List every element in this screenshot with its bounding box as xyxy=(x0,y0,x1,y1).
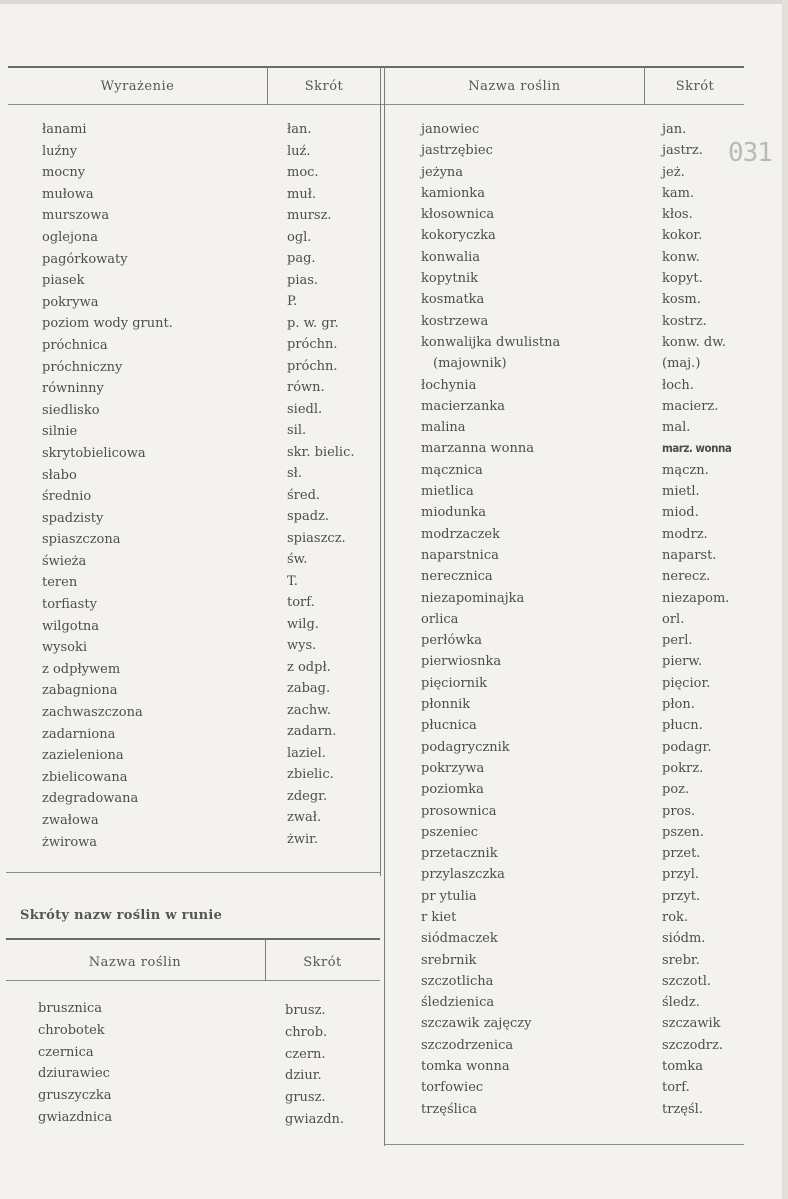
expression-cell: zachwaszczona xyxy=(42,705,143,721)
plant-abbr-cell: mal. xyxy=(662,420,691,436)
expression-abbr-cell: zabag. xyxy=(287,681,331,696)
expression-cell: spiaszczona xyxy=(42,532,121,548)
plant-abbr-cell: orl. xyxy=(662,611,685,627)
plant-cell: niezapominajka xyxy=(421,590,525,606)
expression-cell: oglejona xyxy=(42,229,98,245)
header-abbr-1: Skrót xyxy=(304,79,344,94)
plant-cell: macierzanka xyxy=(421,398,506,414)
plant-cell: mącznica xyxy=(421,462,483,478)
expression-cell: zabagniona xyxy=(42,683,118,699)
expression-cell: pagórkowaty xyxy=(42,251,128,267)
plant-abbr-column xyxy=(662,119,731,1120)
expression-cell: słabo xyxy=(42,467,77,483)
expression-cell: wilgotna xyxy=(42,618,99,634)
plant-cell: szczotlicha xyxy=(421,973,494,989)
expression-cell: spadzisty xyxy=(42,510,104,526)
plant-abbr-cell: podagr. xyxy=(662,739,712,755)
expression-abbr-cell: zdegr. xyxy=(287,788,328,804)
plant-abbr-cell: przyt. xyxy=(662,888,701,904)
plant-cell: nerecznica xyxy=(421,569,493,585)
plant-cell: r kiet xyxy=(421,909,457,925)
expression-cell: torfiasty xyxy=(42,597,97,613)
plant-cell: płonnik xyxy=(421,697,471,713)
plant-cell: pięciornik xyxy=(421,675,488,691)
expression-cell: murszowa xyxy=(42,208,110,224)
plant-abbr-cell: szczawik xyxy=(662,1016,721,1032)
plant-cell: jeżyna xyxy=(421,164,464,180)
subtable-header-abbr: Skrót xyxy=(303,955,342,970)
plant-abbr-cell: torf. xyxy=(662,1080,690,1096)
plant-abbr-cell: rok. xyxy=(662,909,689,925)
expression-cell: z odpływem xyxy=(42,661,121,677)
plant-abbr-cell: niezapom. xyxy=(662,590,730,606)
expression-abbr-cell: żwir. xyxy=(287,831,319,847)
plant-cell: janowiec xyxy=(421,122,480,137)
plant-cell: kosmatka xyxy=(421,292,485,308)
section-separator-rule xyxy=(6,872,380,873)
plant-cell: miodunka xyxy=(421,505,487,521)
expression-cell: zbielicowana xyxy=(42,769,128,785)
expression-cell: próchnica xyxy=(42,337,108,353)
expression-abbr-cell: zachw. xyxy=(287,702,331,718)
plant-cell: prosownica xyxy=(421,803,497,819)
plant-abbr-cell: przyl. xyxy=(662,867,700,883)
expression-cell: poziom wody grunt. xyxy=(42,316,173,332)
plant-cell: kokoryczka xyxy=(421,228,496,244)
plant-abbr-cell: kopyt. xyxy=(662,271,703,287)
plant-cell: kopytnik xyxy=(421,271,479,287)
expression-abbr-cell: sil. xyxy=(287,423,307,438)
plant-abbr-cell: pokrz. xyxy=(662,760,704,776)
plant-cell: podagrycznik xyxy=(421,739,510,755)
expression-abbr-cell: spadz. xyxy=(287,509,330,524)
plant-abbr-cell: konw. dw. xyxy=(662,334,726,350)
expression-cell: żwirowa xyxy=(42,834,98,850)
subtable-abbr-cell: gwiazdn. xyxy=(285,1111,345,1127)
plant-cell: marzanna wonna xyxy=(421,441,534,457)
subtable-plant-cell: czernica xyxy=(38,1044,94,1060)
plant-cell: szczawik zajęczy xyxy=(421,1016,532,1032)
plant-cell: tomka wonna xyxy=(421,1059,510,1075)
plant-abbr-cell: szczodrz. xyxy=(662,1037,723,1053)
plant-abbr-cell: tomka xyxy=(662,1059,704,1075)
expression-abbr-cell: mursz. xyxy=(287,208,332,223)
subtable-abbr-cell: czern. xyxy=(285,1046,326,1062)
expression-cell: zadarniona xyxy=(42,726,116,742)
plant-abbr-cell: konw. xyxy=(662,249,700,265)
plant-cell: konwalia xyxy=(421,249,481,265)
expression-cell: łanami xyxy=(42,122,87,137)
subtable-plant-cell: gruszyczka xyxy=(38,1088,112,1104)
subtable-plant-cell: gwiazdnica xyxy=(38,1109,113,1125)
plant-abbr-cell: płucn. xyxy=(662,718,703,734)
subtable-plant-cell: brusznica xyxy=(38,1001,102,1016)
expression-abbr-cell: próchn. xyxy=(287,358,338,374)
plant-cell: modrzaczek xyxy=(421,526,500,542)
expression-abbr-cell: wys. xyxy=(287,638,317,653)
expression-abbr-cell: zwał. xyxy=(287,810,322,825)
plant-abbr-cell: przet. xyxy=(662,846,701,862)
expression-abbr-cell: sł. xyxy=(287,466,303,481)
plant-abbr-cell: miod. xyxy=(662,505,699,521)
expression-cell: teren xyxy=(42,575,78,591)
expression-abbr-cell: św. xyxy=(287,552,308,567)
page-number: 031 xyxy=(728,138,772,168)
plant-abbr-cell: nerecz. xyxy=(662,569,711,585)
expression-cell: zazieleniona xyxy=(42,748,124,764)
expression-abbr-cell: p. w. gr. xyxy=(287,315,339,331)
plant-cell: trzęślica xyxy=(421,1101,477,1117)
header-bottom-rule xyxy=(8,104,744,105)
expression-cell: mocny xyxy=(42,165,86,181)
column-divider-2 xyxy=(380,66,381,876)
expression-abbr-cell: moc. xyxy=(287,165,319,180)
expression-cell: luźny xyxy=(42,143,78,159)
plant-abbr-cell: kam. xyxy=(662,185,695,201)
expression-cell: zdegradowana xyxy=(42,791,139,807)
expression-abbr-cell: ogl. xyxy=(287,229,312,245)
plant-cell: srebrnik xyxy=(421,952,477,968)
expression-cell: średnio xyxy=(42,489,92,505)
plant-cell: jastrzębiec xyxy=(421,143,493,159)
plant-abbr-cell: kostrz. xyxy=(662,313,707,329)
expression-abbr-cell: T. xyxy=(287,573,298,589)
expression-cell: silnie xyxy=(42,424,78,440)
expression-abbr-cell: siedl. xyxy=(287,401,323,417)
plant-abbr-cell: kłos. xyxy=(662,207,693,223)
expression-column xyxy=(42,119,173,853)
subtable-abbr-column xyxy=(285,1000,344,1131)
expression-abbr-cell: równ. xyxy=(287,380,325,395)
plant-cell: malina xyxy=(421,420,466,436)
plant-abbr-cell: poz. xyxy=(662,782,690,798)
plant-abbr-cell: trzęśl. xyxy=(662,1101,703,1117)
expression-cell: próchniczny xyxy=(42,359,123,375)
table-top-rule xyxy=(8,66,744,68)
expression-cell: skrytobielicowa xyxy=(42,445,146,461)
plant-cell: perłówka xyxy=(421,633,483,649)
subtable-header-rule xyxy=(6,980,380,981)
plant-abbr-cell: jan. xyxy=(662,122,687,137)
plant-abbr-cell: śledz. xyxy=(662,995,700,1011)
expression-cell: zwałowa xyxy=(42,813,99,828)
plant-cell: konwalijka dwulistna xyxy=(421,334,561,350)
plant-cell: płucnica xyxy=(421,718,477,734)
expression-abbr-cell: zadarn. xyxy=(287,724,337,739)
plant-abbr-cell: (maj.) xyxy=(662,356,701,372)
plant-abbr-cell: pierw. xyxy=(662,654,703,670)
plant-cell: naparstnica xyxy=(421,547,499,563)
subtable-plant-cell: chrobotek xyxy=(38,1022,105,1038)
page-edge-top xyxy=(0,0,788,4)
section-title: Skróty nazw roślin w runie xyxy=(20,908,223,923)
plant-cell: przylaszczka xyxy=(421,867,505,883)
plant-abbr-cell: jastrz. xyxy=(662,143,703,159)
subtable-abbr-cell: chrob. xyxy=(285,1024,328,1040)
plant-abbr-cell: modrz. xyxy=(662,526,708,542)
expression-abbr-cell: P. xyxy=(287,294,298,309)
plant-cell: (majownik) xyxy=(433,356,507,372)
plant-cell: kamionka xyxy=(421,185,485,201)
plant-cell: łochynia xyxy=(421,377,477,393)
plant-abbr-cell: szczotl. xyxy=(662,973,711,989)
subtable-abbr-cell: brusz. xyxy=(285,1003,326,1018)
plant-cell: orlica xyxy=(421,611,459,627)
expression-abbr-cell: wilg. xyxy=(287,616,319,632)
plant-abbr-cell: pszen. xyxy=(662,824,705,840)
expression-abbr-cell: luź. xyxy=(287,143,311,159)
subtable-top-rule xyxy=(6,938,380,940)
plant-abbr-cell: srebr. xyxy=(662,952,700,968)
subtable-plant-column xyxy=(38,998,112,1129)
expression-abbr-cell: z odpł. xyxy=(287,659,331,675)
header-plant-name: Nazwa roślin xyxy=(468,79,561,94)
plant-cell: pszeniec xyxy=(421,824,479,840)
plant-cell: pr ytulia xyxy=(421,888,477,904)
plant-abbr-cell: kosm. xyxy=(662,292,701,308)
expression-cell: mułowa xyxy=(42,186,94,202)
plant-abbr-cell: naparst. xyxy=(662,547,717,563)
plant-cell: szczodrzenica xyxy=(421,1037,514,1053)
expression-cell: pokrywa xyxy=(42,294,99,310)
expression-cell: piasek xyxy=(42,273,85,289)
expression-cell: siedlisko xyxy=(42,402,100,418)
plant-cell: pierwiosnka xyxy=(421,654,502,670)
expression-abbr-cell: spiaszcz. xyxy=(287,530,346,546)
plant-abbr-cell: łoch. xyxy=(662,377,694,393)
table-bottom-rule xyxy=(384,1144,744,1145)
expression-abbr-cell: skr. bielic. xyxy=(287,444,355,460)
plant-abbr-cell: pros. xyxy=(662,803,696,819)
plant-abbr-cell: siódm. xyxy=(662,931,706,947)
header-abbr-2: Skrót xyxy=(675,79,715,94)
plant-cell: mietlica xyxy=(421,484,474,500)
plant-abbr-cell: kokor. xyxy=(662,228,703,244)
plant-abbr-cell: płon. xyxy=(662,697,695,713)
expression-abbr-cell: laziel. xyxy=(287,745,326,761)
plant-cell: śledzienica xyxy=(421,995,495,1011)
expression-abbr-cell: łan. xyxy=(287,122,312,137)
plant-abbr-cell: jeż. xyxy=(662,164,685,180)
subtable-abbr-cell: dziur. xyxy=(285,1068,322,1084)
plant-column xyxy=(421,119,560,1120)
plant-abbr-cell: marz. wonna xyxy=(662,441,732,456)
plant-cell: kłosownica xyxy=(421,207,495,223)
expression-abbr-cell: pag. xyxy=(287,251,316,266)
plant-cell: pokrzywa xyxy=(421,760,485,776)
page-edge-right xyxy=(782,0,788,1199)
expression-abbr-cell: muł. xyxy=(287,186,317,202)
plant-abbr-cell: macierz. xyxy=(662,398,719,414)
expression-abbr-cell: śred. xyxy=(287,487,321,503)
column-divider-3 xyxy=(384,66,385,1146)
expression-abbr-cell: pias. xyxy=(287,272,319,288)
plant-cell: siódmaczek xyxy=(421,931,498,947)
expression-abbr-cell: zbielic. xyxy=(287,767,334,782)
subtable-plant-cell: dziurawiec xyxy=(38,1066,110,1082)
plant-abbr-cell: mietl. xyxy=(662,484,700,500)
plant-cell: poziomka xyxy=(421,782,484,798)
subtable-header-plant: Nazwa roślin xyxy=(88,955,182,970)
expression-cell: równinny xyxy=(42,381,104,397)
expression-cell: wysoki xyxy=(42,640,88,656)
plant-cell: przetacznik xyxy=(421,846,498,862)
plant-cell: torfowiec xyxy=(421,1080,484,1096)
expression-abbr-cell: torf. xyxy=(287,595,315,610)
plant-cell: kostrzewa xyxy=(421,313,489,329)
expression-abbr-cell: próchn. xyxy=(287,337,338,352)
plant-abbr-cell: mączn. xyxy=(662,462,709,478)
expression-abbr-column xyxy=(287,119,355,850)
header-expression: Wyrażenie xyxy=(100,79,175,94)
plant-abbr-cell: pięcior. xyxy=(662,675,711,691)
subtable-abbr-cell: grusz. xyxy=(285,1090,326,1106)
plant-abbr-cell: perl. xyxy=(662,633,693,649)
expression-cell: świeża xyxy=(42,553,87,569)
